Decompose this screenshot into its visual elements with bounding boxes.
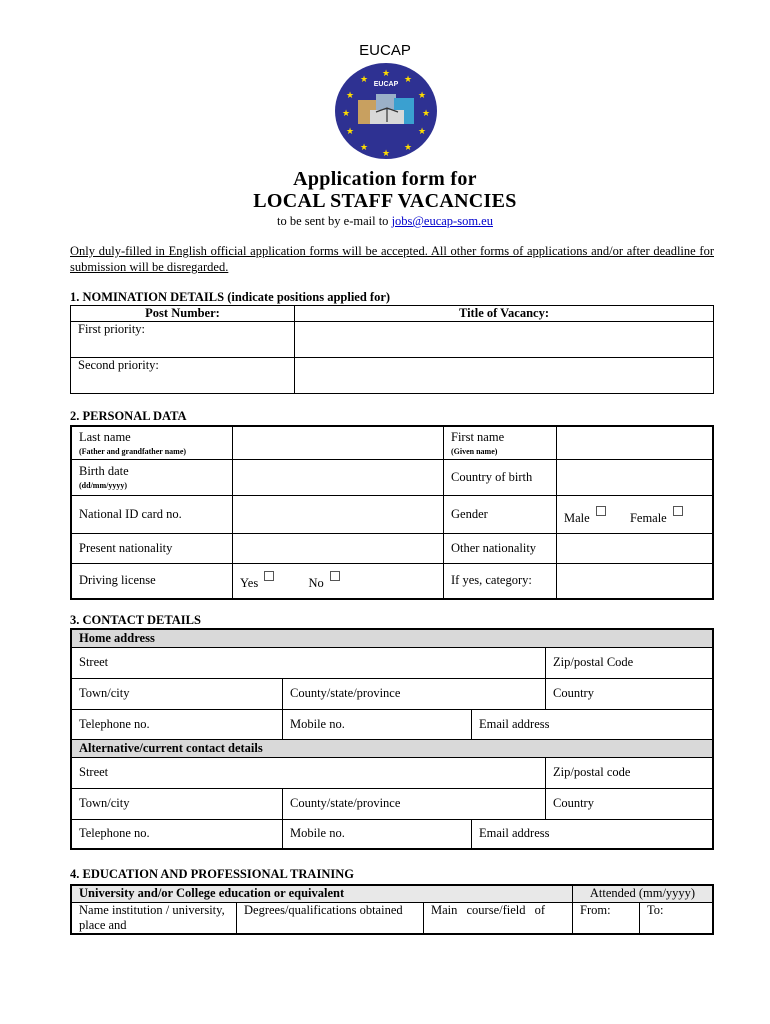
eucap-logo-icon <box>334 62 438 160</box>
svg-text:★: ★ <box>345 127 355 137</box>
form-title-line1: Application form for <box>293 168 477 190</box>
alt-zip-field[interactable]: Zip/postal code <box>546 757 714 788</box>
other-nationality-input[interactable] <box>557 533 714 563</box>
education-table <box>70 884 714 935</box>
home-county-field[interactable]: County/state/province <box>283 678 546 709</box>
alt-email-field[interactable]: Email address <box>472 819 714 849</box>
present-nationality-label: Present nationality <box>71 533 233 563</box>
svg-text:★: ★ <box>417 127 427 137</box>
second-priority-label: Second priority: <box>71 358 295 394</box>
male-checkbox[interactable] <box>596 506 606 516</box>
other-nationality-label: Other nationality <box>444 533 557 563</box>
home-street-field[interactable]: Street <box>71 647 546 678</box>
gender-options <box>557 495 714 533</box>
svg-text:★: ★ <box>381 69 391 79</box>
from-column: From: <box>573 902 640 934</box>
license-category-input[interactable] <box>557 563 714 599</box>
yes-checkbox[interactable] <box>264 571 274 581</box>
present-nationality-input[interactable] <box>233 533 444 563</box>
vacancy-title-header: Title of Vacancy: <box>295 306 714 322</box>
alt-street-field[interactable]: Street <box>71 757 546 788</box>
driving-license-label: Driving license <box>71 563 233 599</box>
national-id-label: National ID card no. <box>71 495 233 533</box>
female-checkbox[interactable] <box>673 506 683 516</box>
svg-text:★: ★ <box>381 149 391 159</box>
no-label: No <box>308 576 324 591</box>
course-column: Main course/field of <box>424 902 573 934</box>
alt-town-field[interactable]: Town/city <box>71 788 283 819</box>
svg-text:★: ★ <box>359 75 369 85</box>
home-address-header: Home address <box>71 629 713 647</box>
home-town-field[interactable]: Town/city <box>71 678 283 709</box>
alt-telephone-field[interactable]: Telephone no. <box>71 819 283 849</box>
send-instruction <box>0 214 770 229</box>
driving-license-options <box>233 563 444 599</box>
personal-data-table <box>70 425 714 600</box>
second-priority-input[interactable] <box>295 358 714 394</box>
send-prefix: to be sent by e-mail to <box>277 214 389 228</box>
alt-mobile-field[interactable]: Mobile no. <box>283 819 472 849</box>
svg-text:★: ★ <box>421 109 431 119</box>
first-name-label: First name (Given name) <box>444 426 557 459</box>
yes-label: Yes <box>240 576 259 591</box>
birth-date-label: Birth date (dd/mm/yyyy) <box>71 459 233 495</box>
attended-header: Attended (mm/yyyy) <box>573 885 714 902</box>
post-number-header: Post Number: <box>71 306 295 322</box>
svg-text:★: ★ <box>341 109 351 119</box>
svg-text:★: ★ <box>403 75 413 85</box>
country-birth-input[interactable] <box>557 459 714 495</box>
birth-date-input[interactable] <box>233 459 444 495</box>
first-priority-input[interactable] <box>295 322 714 358</box>
svg-text:★: ★ <box>359 143 369 153</box>
svg-text:★: ★ <box>417 91 427 101</box>
gender-label: Gender <box>444 495 557 533</box>
section1-heading: 1. NOMINATION DETAILS (indicate positions applied for) <box>70 290 391 304</box>
alt-contact-header: Alternative/current contact details <box>71 739 713 757</box>
home-country-field[interactable]: Country <box>546 678 714 709</box>
logo-caption: EUCAP <box>359 42 411 59</box>
section2-heading: 2. PERSONAL DATA <box>70 409 187 423</box>
section4-heading: 4. EDUCATION AND PROFESSIONAL TRAINING <box>70 867 354 881</box>
svg-text:★: ★ <box>403 143 413 153</box>
institution-column: Name institution / university, place and <box>71 902 237 934</box>
first-priority-label: First priority: <box>71 322 295 358</box>
section3-heading: 3. CONTACT DETAILS <box>70 613 201 627</box>
university-header: University and/or College education or equivalent <box>71 885 573 902</box>
home-email-field[interactable]: Email address <box>472 709 714 739</box>
form-title-line2: LOCAL STAFF VACANCIES <box>253 190 517 212</box>
national-id-input[interactable] <box>233 495 444 533</box>
female-label: Female <box>629 510 667 525</box>
contact-email-link[interactable]: jobs@eucap-som.eu <box>391 214 493 228</box>
male-label: Male <box>564 510 590 525</box>
svg-text:EUCAP: EUCAP <box>373 81 399 88</box>
submission-notice: Only duly-filled in English official application forms will be accepted. All other forms of applications and/or after deadline for submission will be disregarded. <box>70 244 714 274</box>
last-name-label: Last name (Father and grandfather name) <box>71 426 233 459</box>
home-zip-field[interactable]: Zip/postal Code <box>546 647 714 678</box>
alt-county-field[interactable]: County/state/province <box>283 788 546 819</box>
home-telephone-field[interactable]: Telephone no. <box>71 709 283 739</box>
nomination-table <box>70 305 714 394</box>
license-category-label: If yes, category: <box>444 563 557 599</box>
contact-details-table <box>70 628 714 850</box>
to-column: To: <box>640 902 714 934</box>
last-name-input[interactable] <box>233 426 444 459</box>
first-name-input[interactable] <box>557 426 714 459</box>
country-birth-label: Country of birth <box>444 459 557 495</box>
alt-country-field[interactable]: Country <box>546 788 714 819</box>
degrees-column: Degrees/qualifications obtained <box>237 902 424 934</box>
svg-text:★: ★ <box>345 91 355 101</box>
home-mobile-field[interactable]: Mobile no. <box>283 709 472 739</box>
no-checkbox[interactable] <box>330 571 340 581</box>
